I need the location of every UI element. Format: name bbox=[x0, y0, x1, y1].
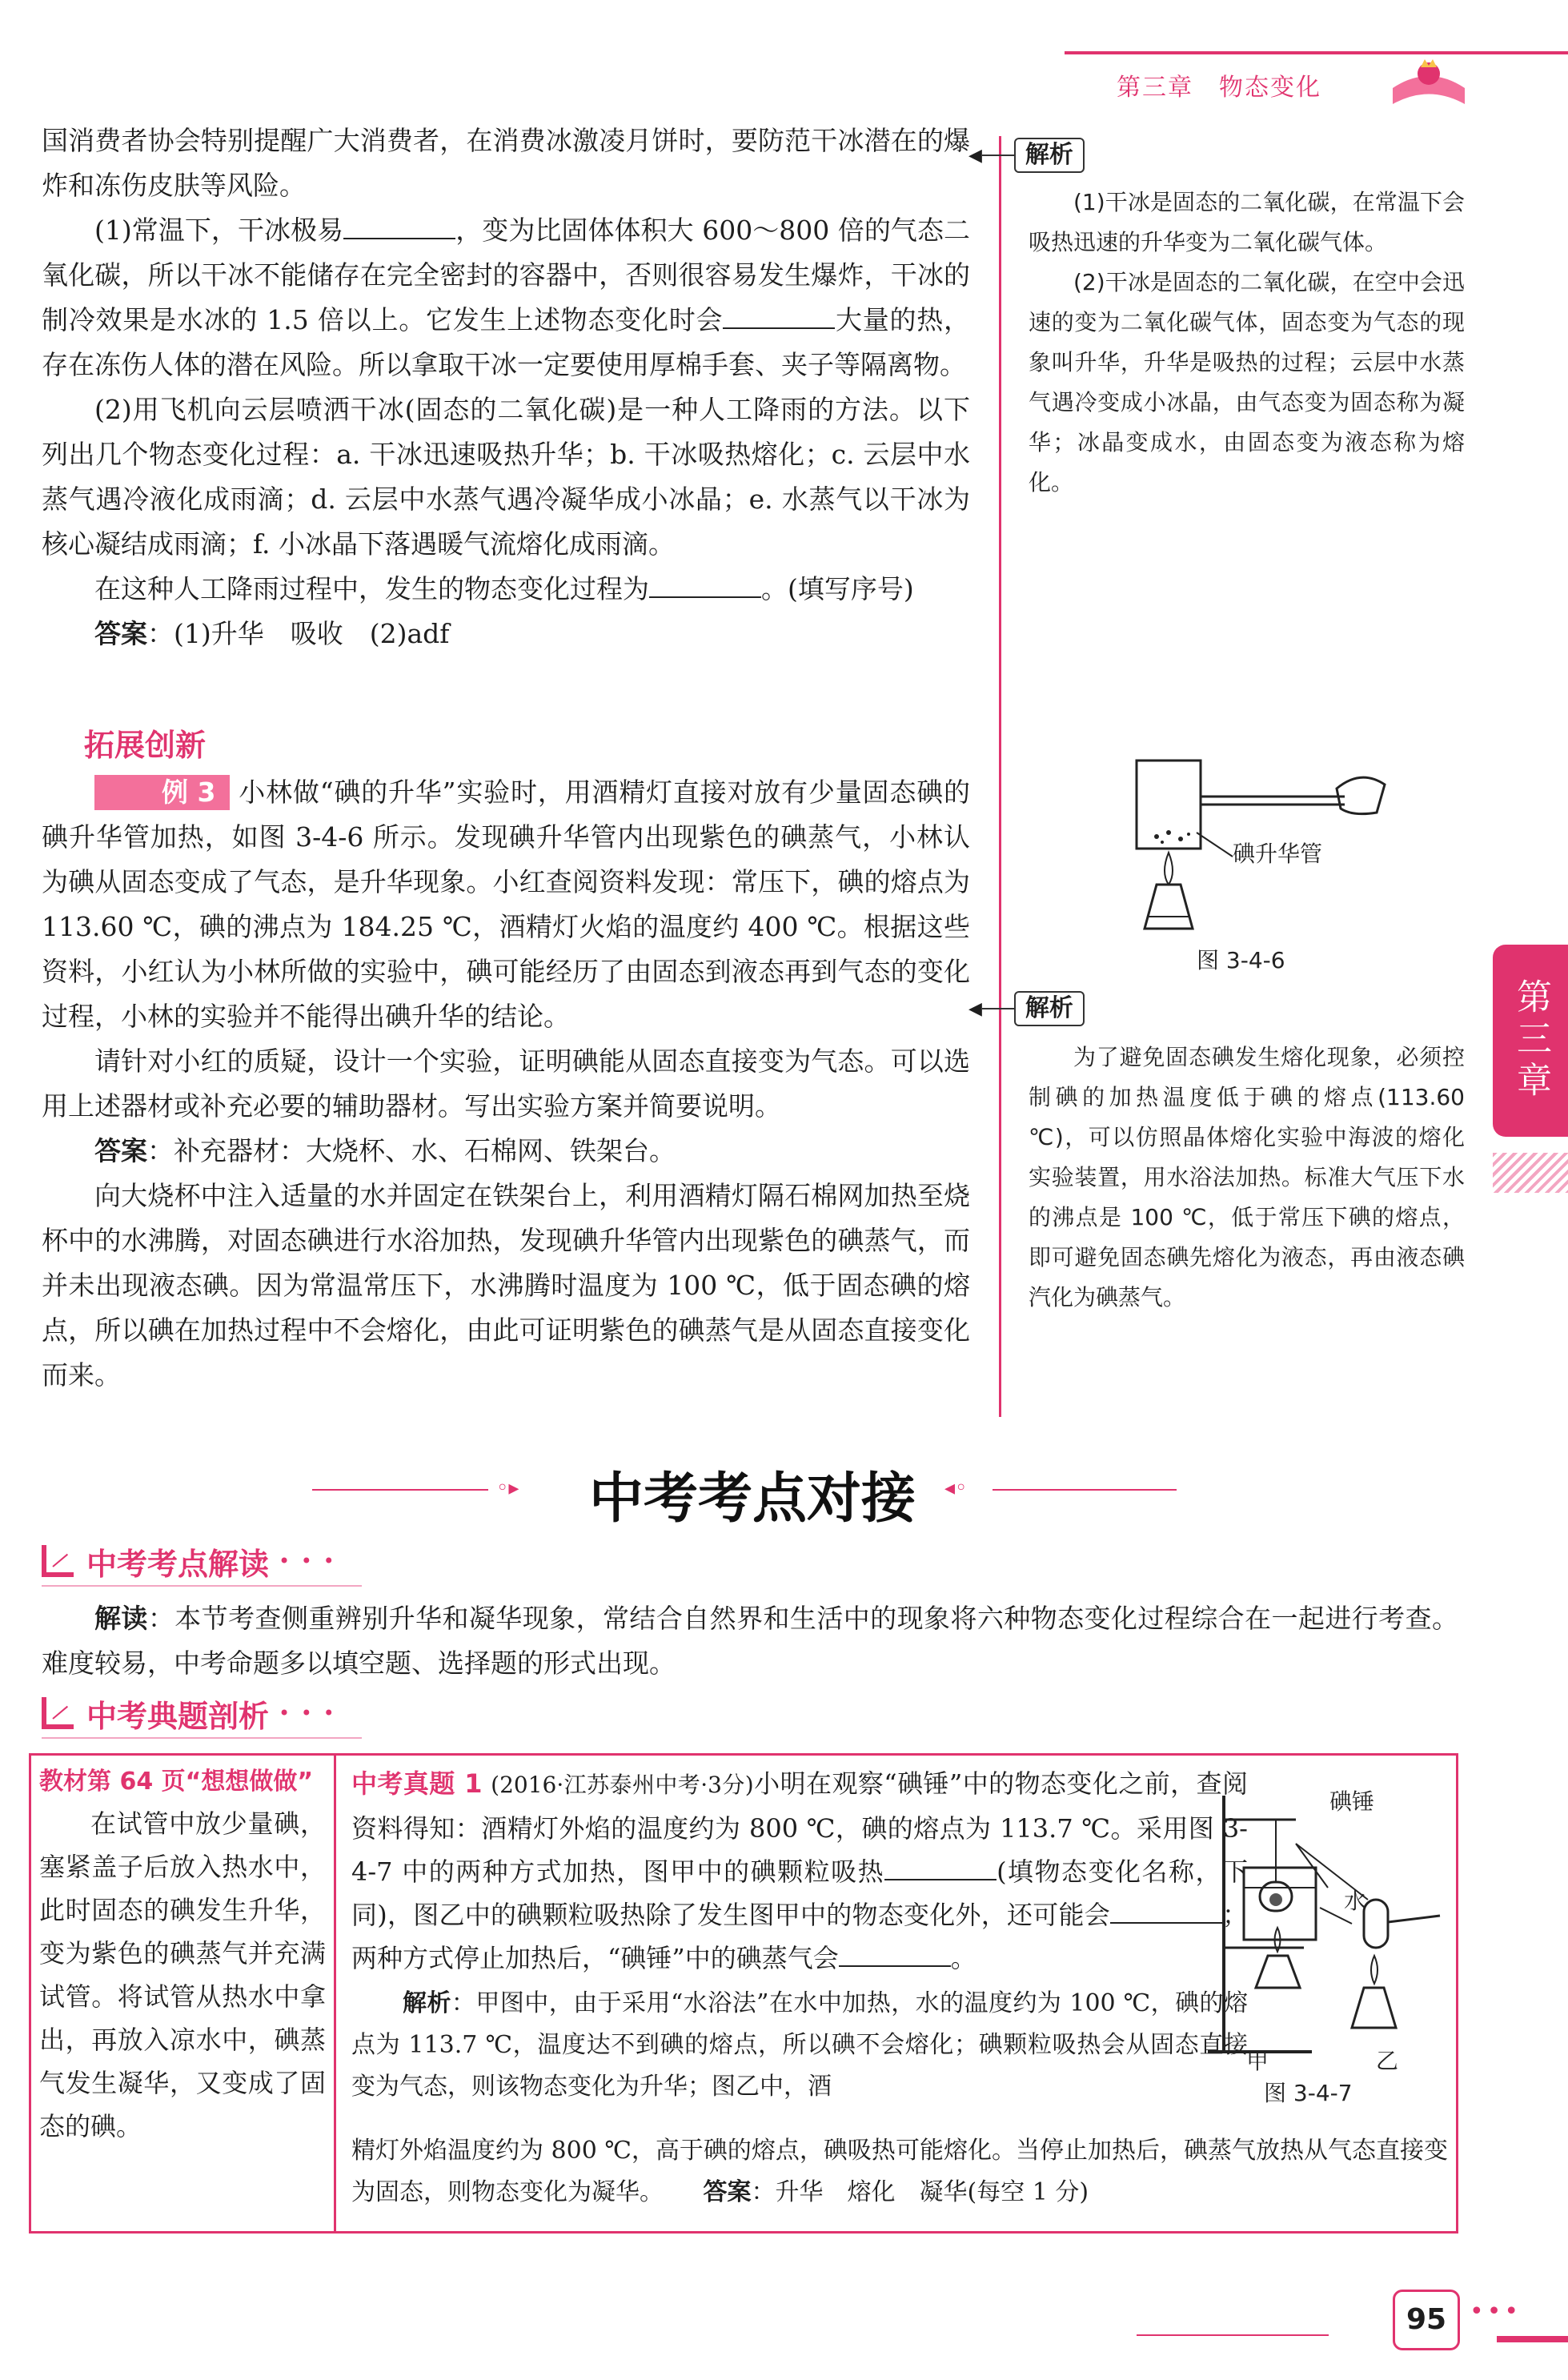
exam-points-paragraph bbox=[42, 1596, 1458, 1686]
answer-label: 答案 bbox=[94, 618, 147, 649]
exam-analysis-heading bbox=[42, 1691, 337, 1736]
answer-label: 答案 bbox=[94, 1135, 147, 1166]
figure-346-label: 碘升华管 bbox=[1233, 841, 1323, 867]
exam-question-label: 中考真题 1 bbox=[351, 1768, 483, 1799]
exam-question-text-a: 小明在观察“碘锤”中的物态变化之前，查阅资料得知：酒精灯外焰的温度约为 800 ℃，碘的熔点为 113.7 ℃。采用图 3-4-7 中的两种方式加热，图甲中的碘颗粒吸热 bbox=[351, 1768, 1248, 1887]
q1-text-b: ，变为比固体体积大 600～800 倍的气态二氧化碳，所以干冰不能储存在完全密封的容器中，否则很容易发生爆炸，干冰的制冷效果是水冰的 1.5 倍以上。它发生上述物态变化时会 bbox=[42, 215, 971, 335]
example-3-stem bbox=[42, 770, 970, 1039]
answer-blank bbox=[884, 1856, 997, 1880]
pointer-arrow-icon: ◀ bbox=[968, 145, 982, 166]
exam-points-heading bbox=[42, 1539, 337, 1583]
q2-ask-b: 。(填写序号) bbox=[761, 573, 914, 604]
chapter-tab-stripes bbox=[1493, 1153, 1568, 1193]
title-dots-right-icon: ◂◦ bbox=[944, 1476, 968, 1500]
expand-heading: 拓展创新 bbox=[84, 728, 207, 763]
example-3-question: 请针对小红的质疑，设计一个实验，证明碘能从固态直接变为气态。可以选用上述器材或补充必要的辅助器材。写出实验方案并简要说明。 bbox=[42, 1046, 970, 1122]
figure-347-label-yi: 乙 bbox=[1376, 2048, 1399, 2074]
exam-analysis-b bbox=[351, 2130, 1448, 2213]
example-badge: 例 3 bbox=[94, 775, 230, 810]
example-3-answer bbox=[42, 1129, 970, 1174]
intro-paragraph: 国消费者协会特别提醒广大消费者，在消费冰激凌月饼时，要防范干冰潜在的爆炸和冻伤皮肤等风险。 bbox=[42, 125, 970, 201]
corner-mark-icon bbox=[42, 1697, 74, 1729]
dots-icon: • • • bbox=[279, 1702, 337, 1724]
figure-347-label-water: 水 bbox=[1344, 1888, 1367, 1914]
figure-347-label-hammer: 碘锤 bbox=[1329, 1788, 1375, 1815]
answer-label: 答案 bbox=[703, 2178, 752, 2206]
chapter-side-tab: 第三章 bbox=[1493, 945, 1568, 1137]
textbook-reference bbox=[39, 1762, 326, 2148]
exam-points-heading-text: 中考考点解读 bbox=[86, 1546, 270, 1582]
analysis-label: 解析 bbox=[1014, 991, 1085, 1026]
side-note-1-p2: (2)干冰是固态的二氧化碳，在空中会迅速的变为二氧化碳气体，固态变为气态的现象叫升华，升华是吸热的过程；云层中水蒸气遇冷变成小冰晶，由气态变为固态称为凝华；冰晶变成水，由固态变为液态称为熔化。 bbox=[1029, 269, 1465, 496]
box-divider bbox=[334, 1756, 336, 2231]
answer-text: ：(1)升华 吸收 (2)adf bbox=[147, 618, 450, 649]
chapter-header-title: 第三章 物态变化 bbox=[1117, 74, 1321, 102]
pointer-arrow-icon: ◀ bbox=[968, 998, 982, 1019]
header-band bbox=[1065, 51, 1568, 54]
exam-analysis-heading-text: 中考典题剖析 bbox=[86, 1698, 270, 1734]
dots-icon: • • • bbox=[279, 1550, 337, 1572]
interpretation-text: ：本节考查侧重辨别升华和凝华现象，常结合自然界和生活中的现象将六种物态变化过程综合在一起进行考查。难度较易，中考命题多以填空题、选择题的形式出现。 bbox=[42, 1603, 1459, 1679]
figure-346-caption: 图 3-4-6 bbox=[1197, 947, 1285, 973]
question-1 bbox=[42, 208, 970, 387]
analysis-label: 解析 bbox=[403, 1989, 451, 2017]
exam-points-text bbox=[42, 1596, 1458, 1686]
iodine-hammer-figure bbox=[1200, 1788, 1448, 2092]
tag-connector bbox=[982, 1008, 1014, 1009]
exam-question bbox=[351, 1762, 1248, 2108]
exam-question-source: (2016·江苏泰州中考·3分) bbox=[491, 1772, 754, 1798]
analysis-text-b: 精灯外焰温度约为 800 ℃，高于碘的熔点，碘吸热可能熔化。当停止加热后，碘蒸气放热从气态直接变为固态，则物态变化为凝华。 bbox=[351, 2137, 1448, 2206]
answer-text: ：补充器材：大烧杯、水、石棉网、铁架台。 bbox=[147, 1135, 676, 1166]
figure-347-label-jia: 甲 bbox=[1246, 2048, 1269, 2074]
tag-connector bbox=[982, 155, 1014, 156]
title-rule-right bbox=[993, 1489, 1177, 1491]
corner-mark-icon bbox=[42, 1545, 74, 1577]
footer-dots-icon: ••• bbox=[1470, 2298, 1522, 2326]
q1-text-a: (1)常温下，干冰极易 bbox=[94, 215, 344, 246]
example-3-text: 小林做“碘的升华”实验时，用酒精灯直接对放有少量固态碘的碘升华管加热，如图 3-4-6 所示。发现碘升华管内出现紫色的碘蒸气，小林认为碘从固态变成了气态，是升华现象。小红查阅资料发现：常压下，碘的熔点为113.60 ℃，碘的沸点为 184.25 ℃，酒精灯火焰的温度约 400 ℃。根据这些资料，小红认为小林所做的实验中，碘可能经历了由固态到液态再到气态的变化过程，小林的实验并不能得出碘升华的结论。 bbox=[42, 777, 970, 1032]
exam-question-text-b: (填物态变化名称，下同)，图乙中的碘颗粒吸热除了发生图甲中的物态变化外，还可能会 bbox=[351, 1856, 1248, 1930]
textbook-reference-title: 教材第 64 页“想想做做” bbox=[39, 1768, 314, 1796]
heading-underline bbox=[42, 1585, 362, 1587]
analysis-tag-2 bbox=[968, 991, 1085, 1026]
side-note-2-p1: 为了避免固态碘发生熔化现象，必须控制碘的加热温度低于碘的熔点(113.60 ℃)，可以仿照晶体熔化实验中海波的熔化实验装置，用水浴法加热。标准大气压下水的沸点是 100 ℃，低于常压下碘的熔点，即可避免固态碘先熔化为液态，再由液态碘汽化为碘蒸气。 bbox=[1029, 1044, 1465, 1310]
page-number: 95 bbox=[1393, 2290, 1460, 2350]
column-divider bbox=[999, 136, 1001, 1417]
analysis-tag-1 bbox=[968, 138, 1085, 173]
heading-underline bbox=[42, 1737, 362, 1739]
book-mascot-icon bbox=[1385, 56, 1473, 112]
top-question-block bbox=[42, 118, 970, 656]
textbook-reference-text: 在试管中放少量碘，塞紧盖子后放入热水中，此时固态的碘发生升华，变为紫色的碘蒸气并充满试管。将试管从热水中拿出，再放入凉水中，碘蒸气发生凝华，又变成了固态的碘。 bbox=[39, 1808, 326, 2141]
analysis-label: 解析 bbox=[1014, 138, 1085, 173]
interpretation-label: 解读 bbox=[94, 1603, 148, 1634]
answer-blank bbox=[839, 1943, 951, 1967]
exam-problem-box bbox=[29, 1753, 1458, 2234]
example-3-solution: 向大烧杯中注入适量的水并固定在铁架台上，利用酒精灯隔石棉网加热至烧杯中的水沸腾，对固态碘进行水浴加热，发现碘升华管内出现紫色的碘蒸气，而并未出现液态碘。因为常温常压下，水沸腾时温度为 100 ℃，低于固态碘的熔点，所以碘在加热过程中不会熔化，由此可证明紫色的碘蒸气是从固态直接变化而来。 bbox=[42, 1180, 970, 1391]
question-2: (2)用飞机向云层喷洒干冰(固态的二氧化碳)是一种人工降雨的方法。以下列出几个物态变化过程：a. 干冰迅速吸热升华；b. 干冰吸热熔化；c. 云层中水蒸气遇冷液化成雨滴；d. 云层中水蒸气遇冷凝华成小冰晶；e. 水蒸气以干冰为核心凝结成雨滴；f. 小冰晶下落遇暖气流熔化成雨滴。 bbox=[42, 394, 970, 560]
answer-line bbox=[42, 612, 970, 656]
exam-question-text-c: ；两种方式停止加热后，“碘锤”中的碘蒸气会 bbox=[351, 1900, 1248, 1973]
question-2-ask bbox=[42, 567, 970, 612]
answer-blank bbox=[649, 574, 761, 598]
example-3-block bbox=[42, 770, 970, 1398]
q1-text-c: 大量的热，存在冻伤人体的潜在风险。所以拿取干冰一定要使用厚棉手套、夹子等隔离物。 bbox=[42, 304, 971, 380]
answer-blank bbox=[343, 215, 455, 239]
side-note-2 bbox=[1029, 1037, 1465, 1318]
answer-text: ：升华 熔化 凝华(每空 1 分) bbox=[751, 2178, 1089, 2206]
analysis-text-a: ：甲图中，由于采用“水浴法”在水中加热，水的温度约为 100 ℃，碘的熔点为 113.7 ℃，温度达不到碘的熔点，所以碘不会熔化；碘颗粒吸热会从固态直接变为气态，则该物态变化为升华；图乙中，酒 bbox=[351, 1989, 1249, 2101]
answer-blank bbox=[723, 305, 835, 329]
title-dots-left-icon: ◦▸ bbox=[496, 1476, 519, 1500]
q2-ask-a: 在这种人工降雨过程中，发生的物态变化过程为 bbox=[94, 573, 649, 604]
side-note-1 bbox=[1029, 183, 1465, 503]
side-note-1-p1: (1)干冰是固态的二氧化碳，在常温下会吸热迅速的升华变为二氧化碳气体。 bbox=[1029, 189, 1465, 255]
footer-rule bbox=[1137, 2334, 1329, 2336]
section-title: 中考考点对接 bbox=[588, 1467, 916, 1531]
footer-bar bbox=[1497, 2336, 1568, 2342]
figure-347-caption: 图 3-4-7 bbox=[1264, 2080, 1353, 2106]
exam-question-text-d: 。 bbox=[950, 1943, 976, 1973]
exam-analysis-a bbox=[351, 1983, 1248, 2108]
